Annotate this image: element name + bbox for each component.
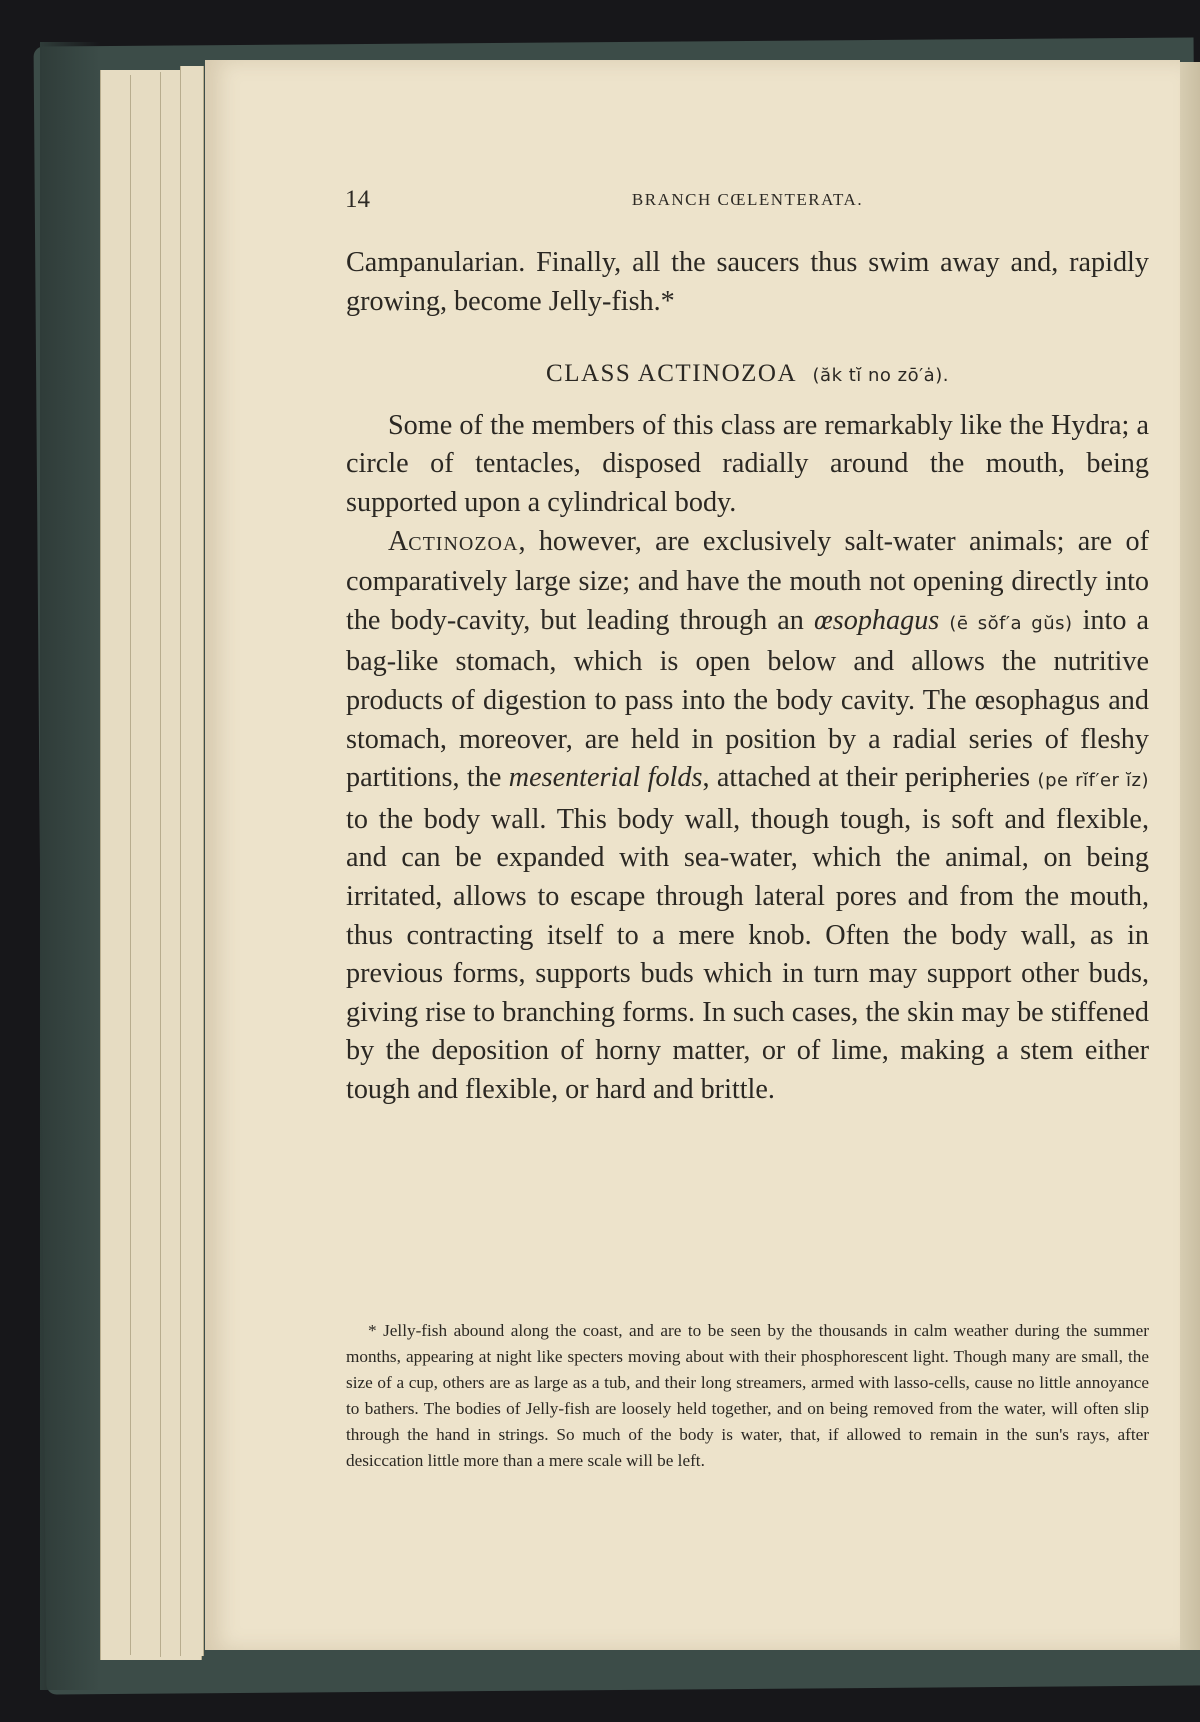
cover-shadow: [40, 42, 100, 1690]
class-heading: [346, 355, 1149, 396]
term-oesophagus: œsophagus: [813, 604, 940, 636]
class-heading-title: CLASS ACTINOZOA: [546, 360, 798, 388]
intro-paragraph: Campanularian. Finally, all the saucers thus swim away and, rapidly growing, become Jelly-fish.*: [346, 247, 1149, 317]
paragraph-2-part-1: , however, are exclusively salt-water animals; are of comparatively large size; and have the mouth not opening directly into the body-cavity, but leading through an: [346, 525, 1149, 636]
facing-page-edge: [1180, 62, 1200, 1650]
paragraph-2-part-3: , attached at their peripheries: [702, 762, 1038, 794]
body-text: [346, 244, 1149, 1109]
paragraph-1: Some of the members of this class are remarkably like the Hydra; a circle of tentacles, disposed radially around the mouth, being supported upon a cylindrical body.: [346, 409, 1149, 518]
page-stack-edge: [180, 66, 204, 1656]
class-pronunciation: (ăk tĭ no zō′ȧ).: [812, 365, 949, 387]
small-caps-initial: A: [388, 525, 409, 557]
page-number: 14: [345, 186, 370, 213]
paragraph-2: [346, 523, 1149, 1110]
running-head: BRANCH CŒLENTERATA.: [631, 190, 864, 209]
footnote-text: * Jelly-fish abound along the coast, and are to be seen by the thousands in calm weather during the summer months, appearing at night like specters moving about with their phosphorescent light. Though many are small, the size of a cup, others are as large as a tub, and their long streamers, armed with lasso-cells, cause no little annoyance to bathers. The bodies of Jelly-fish are loosely held together, and on being removed from the water, will often slip through the hand in strings. So much of the body is water, that, if allowed to remain in the sun's rays, after desiccation little more than a mere scale will be left.: [346, 1321, 1149, 1470]
footnote: [346, 1318, 1149, 1474]
paragraph-2-part-2: into a bag-like stomach, which is open below and allows the nutritive products of digestion to pass into the body cavity. The œsophagus and stomach, moreover, are held in position by a radial series of fleshy partitions, the: [346, 604, 1150, 794]
term-mesenterial-folds: mesenterial folds: [508, 762, 703, 794]
small-caps-lead: CTINOZOA: [408, 532, 519, 555]
pronunciation-oesophagus: (ē sŏf′a gŭs): [949, 612, 1073, 634]
pronunciation-peripheries: (pe rĭf′er ĭz): [1037, 770, 1149, 792]
paragraph-2-part-4: to the body wall. This body wall, though tough, is soft and flexible, and can be expanded with sea-water, which the animal, on being irritated, allows to escape through lateral pores and from the mouth, thus contracting itself to a mere knob. Often the body wall, as in previous forms, supports buds which in turn may support other buds, giving rise to branching forms. In such cases, the skin may be stiffened by the deposition of horny matter, or of lime, making a stem either tough and flexible, or hard and brittle.: [346, 803, 1149, 1105]
page-header: [345, 186, 1150, 216]
